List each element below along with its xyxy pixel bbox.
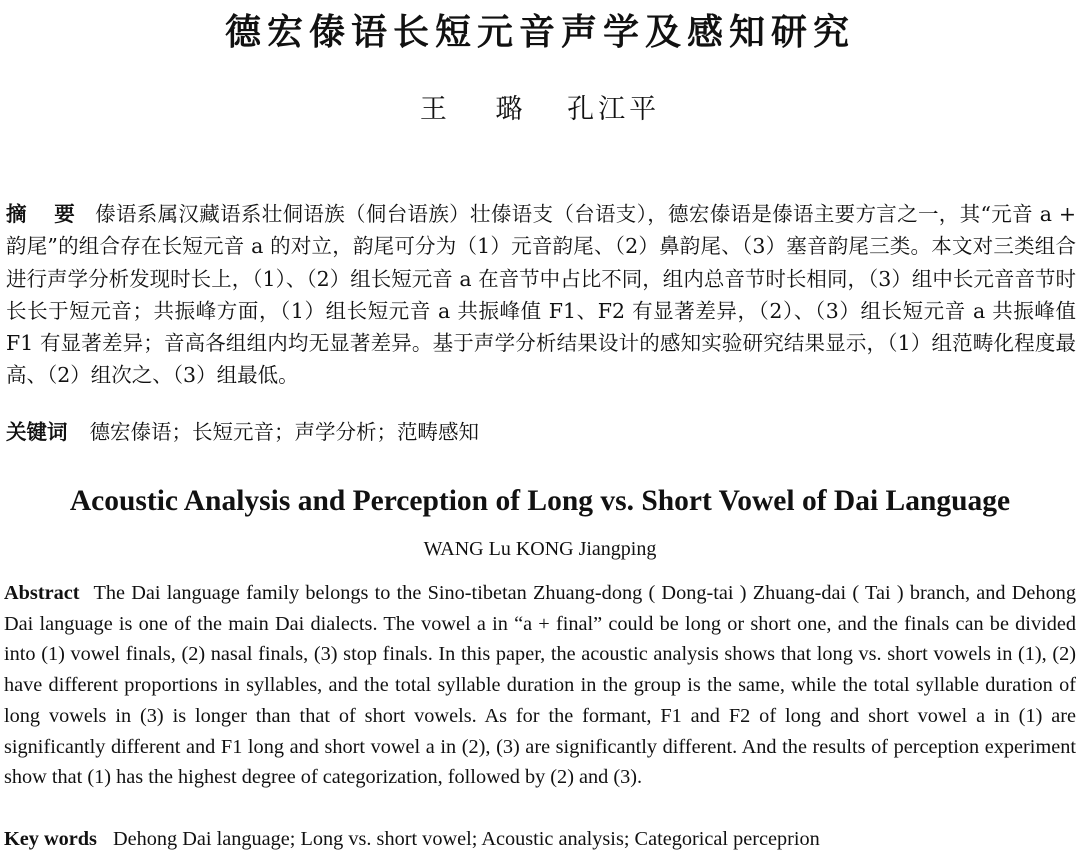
english-keywords xyxy=(4,824,1076,854)
chinese-authors xyxy=(0,90,1080,130)
english-keywords-label: Key words xyxy=(4,828,97,850)
chinese-keywords-label: 关键词 xyxy=(6,420,68,444)
english-abstract-text: The Dai language family belongs to the Sino-tibetan Zhuang-dong ( Dong-tai ) Zhuang-dai ( Tai ) branch, and Dehong Dai language is one of the main Dai dialects. The vowel a in “a + final” could be long or short one, and the finals can be divided into (1) vowel finals, (2) nasal finals, (3) stop finals. In this paper, the acoustic analysis shows that long vs. short vowels in (1), (2) have different proportions in syllables, and the total syllable duration in the group is the same, while the total syllable duration of long vowels in (3) is longer than that of short vowels. As for the formant, F1 and F2 of long and short vowel a in (1) are significantly different and F1 long and short vowel a in (2), (3) are significantly different. And the results of perception experiment show that (1) has the highest degree of categorization, followed by (2) and (3). xyxy=(4,582,1076,789)
chinese-abstract xyxy=(6,198,1076,392)
chinese-author-1: 王 璐 xyxy=(419,94,543,125)
english-keywords-text: Dehong Dai language; Long vs. short vowel; Acoustic analysis; Categorical perceprion xyxy=(112,828,820,850)
chinese-keywords-text: 德宏傣语；长短元音；声学分析；范畴感知 xyxy=(89,420,479,444)
english-authors: WANG Lu KONG Jiangping xyxy=(423,538,657,560)
english-abstract-label: Abstract xyxy=(4,582,80,604)
chinese-abstract-text: 傣语系属汉藏语系壮侗语族（侗台语族）壮傣语支（台语支），德宏傣语是傣语主要方言之一，其“元音 a + 韵尾”的组合存在长短元音 a 的对立，韵尾可分为（1）元音韵尾、（2）鼻韵尾、（3）塞音韵尾三类。本文对三类组合进行声学分析发现时长上，（1）、（2）组长短元音 a 在音节中占比不同，组内总音节时长相同，（3）组中长元音音节时长长于短元音；共振峰方面，（1）组长短元音 a 共振峰值 F1、F2 有显著差异，（2）、（3）组长短元音 a 共振峰值 F1 有显著差异；音高各组组内均无显著差异。基于声学分析结果设计的感知实验研究结果显示，（1）组范畴化程度最高、（2）组次之、（3）组最低。 xyxy=(6,202,1076,388)
chinese-author-2: 孔江平 xyxy=(567,94,661,125)
chinese-abstract-label: 摘 要 xyxy=(6,202,86,226)
chinese-keywords xyxy=(6,416,1076,448)
english-title: Acoustic Analysis and Perception of Long vs. Short Vowel of Dai Language xyxy=(69,485,1011,517)
english-abstract xyxy=(4,578,1076,793)
chinese-title: 德宏傣语长短元音声学及感知研究 xyxy=(224,12,855,53)
